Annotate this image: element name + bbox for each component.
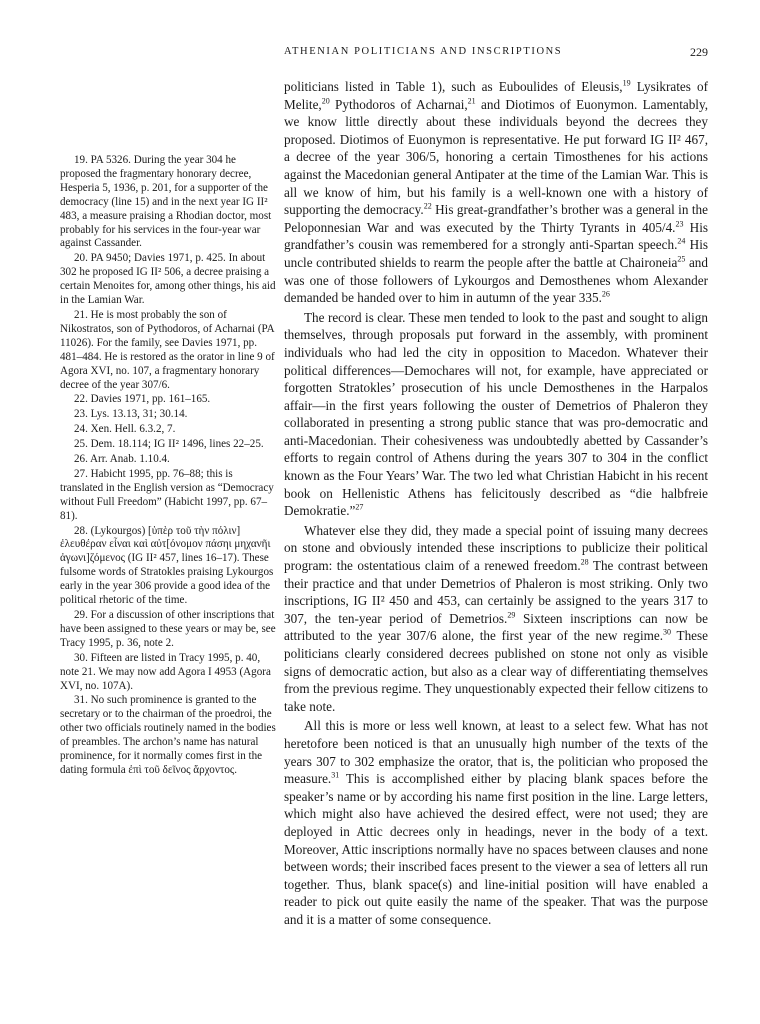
text-run: These politicians clearly considered decrees published on stone not only as visible signs of democratic action, but also as a clear way of differentiating themselves from the previous regime. They unquestionably expected their fellow citizens to take note. (284, 628, 709, 714)
footnote-22: 22. Davies 1971, pp. 161–165. (74, 393, 211, 406)
text-run: All this is more or less well known, at least to a select few. What has not heretofore been noticed is that an unusually high number of the texts of the years 307 to 302 emphasize the orator, that is, the politician who proposed the measure. (284, 718, 708, 787)
footnote-ref-20[interactable]: 20 (321, 96, 330, 106)
text-run: Lysikrates of Melite, (284, 79, 708, 112)
running-header (284, 46, 708, 64)
footnote-24: 24. Xen. Hell. 6.3.2, 7. (74, 423, 176, 436)
footnote-19: 19. PA 5326. During the year 304 he proposed the fragmentary honorary decree, Hesperia 5, 1936, p. 201, for a supporter of the democracy (line 15) and in the next year IG II² 483, a measure praising a Rhodian doctor, most probably for his services in the four-year war against Cassander. (60, 154, 272, 250)
footnote-28: 28. (Lykourgos) [ὑπὲρ τοῦ τὴν πόλιν] ἐλευθέραν εἶναι καὶ αὐτ[όνομον πάσηι μηχανῆι ἀγωνι]ζόμενος (IG II² 457, lines 16–17). These fulsome words of Stratokles praising Lykourgos early in the year 306 provide a good idea of the political rhetoric of the time. (60, 524, 274, 607)
footnote-ref-19[interactable]: 19 (622, 78, 631, 88)
footnote-ref-29[interactable]: 29 (507, 610, 516, 620)
footnote-ref-24[interactable]: 24 (677, 236, 686, 246)
footnote-ref-27[interactable]: 27 (355, 502, 364, 512)
paragraph-1 (284, 78, 708, 307)
text-run: politicians listed in Table 1), such as Euboulides of Eleusis, (284, 79, 623, 94)
page-number: 229 (690, 45, 708, 59)
footnote-29: 29. For a discussion of other inscriptions that have been assigned to these years or may be, see Tracy 1995, p. 36, note 2. (60, 609, 276, 649)
footnote-ref-21[interactable]: 21 (467, 96, 476, 106)
footnote-ref-22[interactable]: 22 (423, 201, 432, 211)
text-run: Pythodoros of Acharnai, (329, 96, 468, 112)
text-run: and Diotimos of Euonymon. Lamentably, we know little directly about these individuals beyond the decrees they proposed. Diotimos of Euonymon is representative. He put forward IG II² 467, a decree of the year 306/5, honoring a certain Timosthenes for his actions against the Macedonian general Antipater at the time of the Lamian War. This is all we know of him, but his family is a well-known one with a history of supporting the democracy. (284, 96, 708, 218)
text-run: The contrast between their practice and that under Demetrios of Phaleron is most striking. Only two inscriptions, IG II² 450 and 453, can certainly be assigned to the years 317 to 307, the ten-year period of Demetrios. (284, 558, 708, 626)
footnotes-column (60, 154, 276, 779)
text-run: This is accomplished either by placing blank spaces before the speaker’s name or by according his name first position in the line. Large letters, which might also have achieved the desired effect, were not used; they are deployed in Attic decrees only in headings, never in the body of a text. Moreover, Attic inscriptions normally have no spaces between clauses and none between words; their inscribed faces present to the viewer a sea of letters all run together. Thus, blank space(s) and line-initial position will have enabled a reader to pick out quite easily the name of the speaker. That was the purpose and it is a matter of some consequence. (284, 771, 708, 927)
text-run: The record is clear. These men tended to look to the past and sought to align themselves, through proposals put forward in the assembly, with prominent individuals who had led the city in opposition to Macedon. Whatever their political differences—Demochares will not, for example, have appreciated or forgotten Stratokles’ prosecution of his uncle Demosthenes in the Harpalos affair—in the first years following the ouster of Demetrios of Phaleron they collaborated in presenting a strong public stance that was pro-democratic and anti-Macedonian. Their cohesiveness was undoubtedly abetted by Cassander’s efforts to regain control of Athens during the years 307 to 304 in the conflict known as the Four Years’ War. The two led what Christian Habicht in his recent book on Hellenistic Athens has felicitously described as “die halbfreie Demokratie.” (284, 309, 708, 519)
text-run: Sixteen inscriptions can now be attributed to the year 307/6 alone, the first year of the new regime. (284, 610, 708, 644)
text-run: His uncle contributed shields to rearm the people after the battle at Chaironeia (284, 237, 708, 270)
text-run: and was one of those followers of Lykourgos and Demosthenes whom Alexander demanded be handed over to him in autumn of the year 335. (284, 254, 708, 306)
footnote-ref-28[interactable]: 28 (580, 557, 589, 567)
footnote-27: 27. Habicht 1995, pp. 76–88; this is translated in the English version as “Democracy without Full Freedom” (Habicht 1997, pp. 67–81). (60, 467, 274, 522)
footnote-26: 26. Arr. Anab. 1.10.4. (74, 453, 170, 466)
paragraph-3 (284, 522, 708, 716)
paragraph-4 (284, 717, 708, 928)
footnote-31: 31. No such prominence is granted to the secretary or to the chairman of the proedroi, the other two officials routinely named in the bodies of preambles. The archon’s name has natural prominence, for it normally comes first in the dating formula ἐπὶ τοῦ δεῖνος ἄρχοντος. (60, 694, 276, 776)
footnote-ref-30[interactable]: 30 (663, 628, 672, 638)
footnote-ref-25[interactable]: 25 (677, 254, 686, 264)
footnote-ref-31[interactable]: 31 (331, 770, 340, 780)
text-run: His great-grandfather’s brother was a general in the Peloponnesian War and was executed by the Thirty Tyrants in 405/4. (284, 202, 708, 235)
paragraph-2 (284, 309, 708, 520)
footnote-25: 25. Dem. 18.114; IG II² 1496, lines 22–25. (74, 438, 264, 451)
footnote-ref-23[interactable]: 23 (675, 219, 684, 229)
footnote-20: 20. PA 9450; Davies 1971, p. 425. In about 302 he proposed IG II² 506, a decree praising a certain Menoites for, among other things, his aid in the Lamian War. (60, 252, 276, 307)
footnote-30: 30. Fifteen are listed in Tracy 1995, p. 40, note 21. We may now add Agora I 4953 (Agora XVI, no. 107A). (60, 651, 271, 692)
footnote-21: 21. He is most probably the son of Nikostratos, son of Pythodoros, of Acharnai (PA 11026). For the family, see Davies 1971, pp. 481–484. He is restored as the orator in line 9 of Agora XVI, no. 107, a fragmentary honorary decree of the year 307/6. (60, 308, 275, 391)
main-text-column (284, 78, 708, 929)
footnote-23: 23. Lys. 13.13, 31; 30.14. (74, 408, 188, 421)
text-run: His grandfather’s cousin was remembered for a strongly anti-Spartan speech. (284, 219, 708, 253)
running-title: ATHENIAN POLITICIANS AND INSCRIPTIONS (284, 46, 563, 57)
footnote-ref-26[interactable]: 26 (601, 289, 610, 299)
text-run: Whatever else they did, they made a special point of issuing many decrees on stone and obviously intended these inscriptions to publicize their political program: the ostentatious claim of a renewed freedom. (284, 522, 708, 574)
